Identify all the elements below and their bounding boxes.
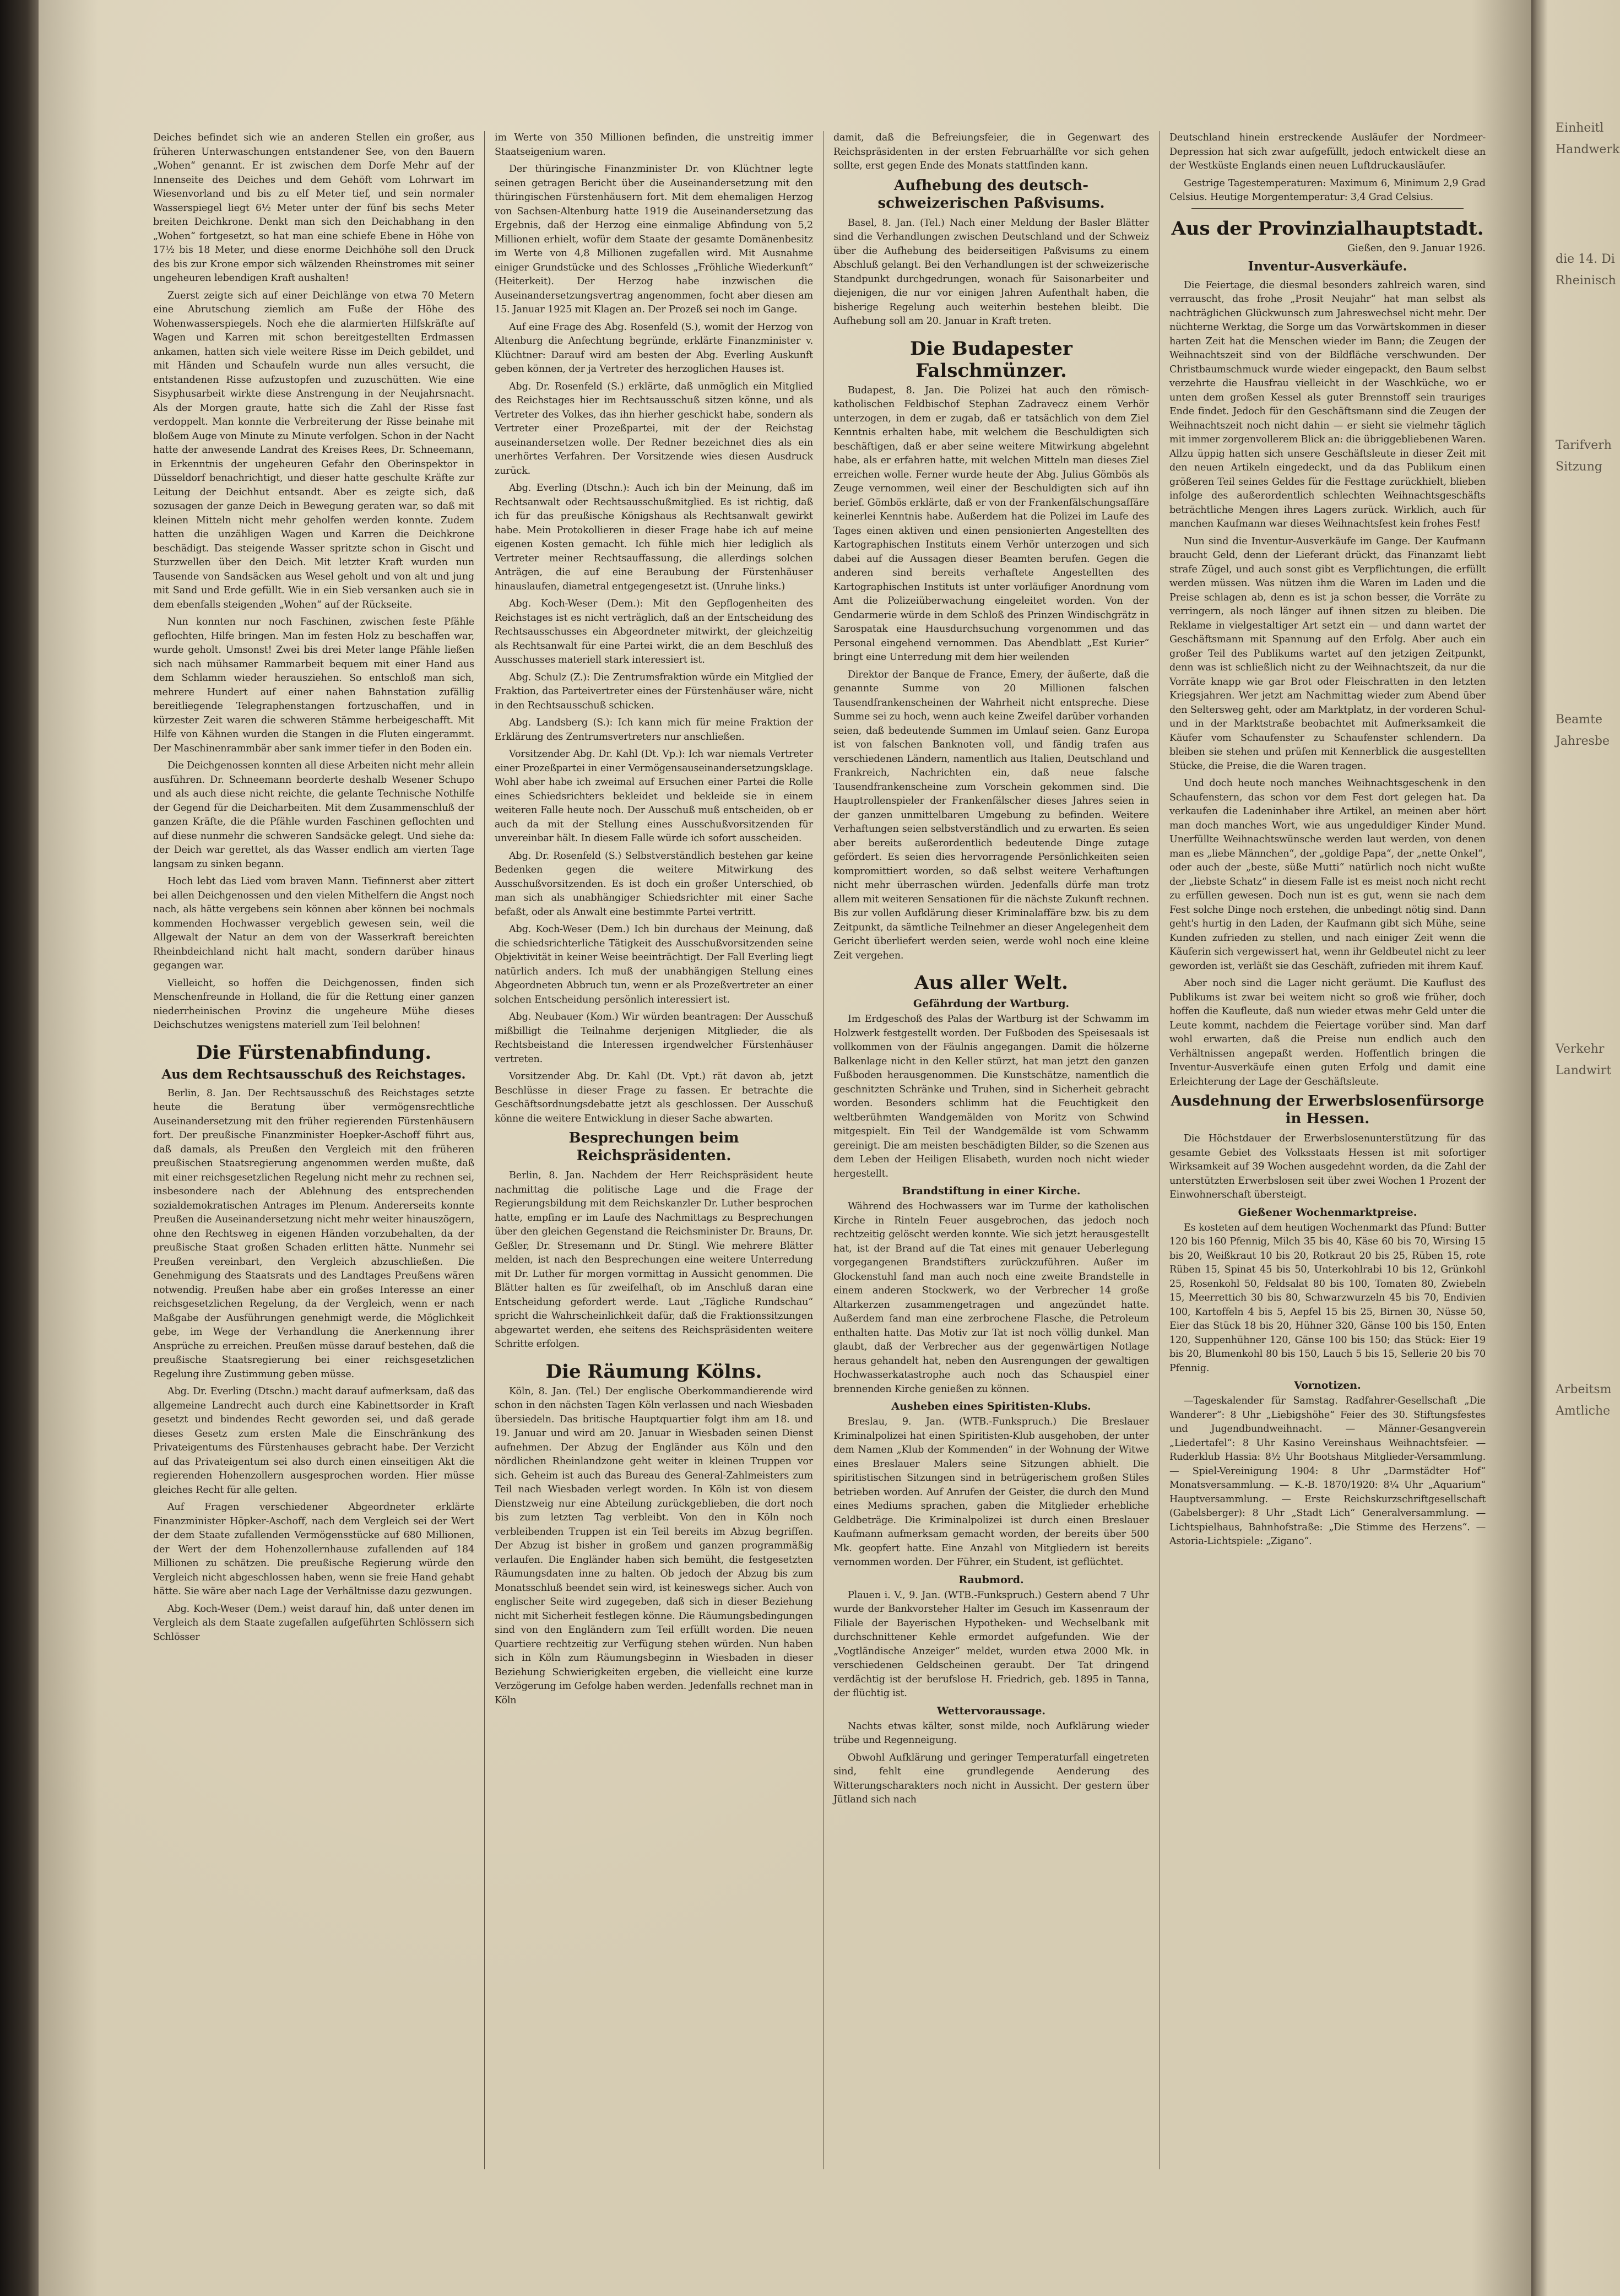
adjacent-page-text: Handwerk xyxy=(1556,143,1620,156)
subheadline-rechtsausschuss: Aus dem Rechtsausschuß des Reichstages. xyxy=(161,1066,466,1082)
article-paragraph: Hoch lebt das Lied vom braven Mann. Tiefinnerst aber zittert bei allen Deichgenossen und den vielen Mithelfern die Angst noch nach, als hätte vergebens sein können aber können bei nochmals kommenden Hochwasser vergeblich gewesen sein, weil die Allgewalt der Natur an dem von der Wasserkraft bereichten Rheinbdeichland nicht halt macht, sondern darüber hinaus gegangen war. xyxy=(153,876,474,971)
article-paragraph: Gestrige Tagestemperaturen: Maximum 6, Minimum 2,9 Grad Celsius. Heutige Morgentemperatur: 3,4 Grad Celsius. xyxy=(1169,177,1486,203)
subheadline-spiritisten: Ausheben eines Spiritisten-Klubs. xyxy=(891,1400,1091,1412)
adjacent-page-text: Beamte xyxy=(1556,713,1603,727)
subheadline-vornotizen: Vornotizen. xyxy=(1294,1379,1361,1391)
article-paragraph: Nun konnten nur noch Faschinen, zwischen feste Pfähle geflochten, Hilfe bringen. Man im festen Holz zu beschaffen war, wurde geholt. Umsonst! Zwei bis drei Meter lange Pfähle ließen sich nach mühsamer Rammarbeit bequem mit einer Hand aus dem Schlamm wieder herausziehen. So entschloß man sich, mehrere Hundert auf einer nahen Bahnstation zufällig bereitliegende Telegraphenstangen fortzuschaffen, und in kürzester Zeit waren die schweren Stämme herbeigeschafft. Mit Hilfe von Kähnen wurden die Stangen in die Fluten eingerammt. Der Maschinenrammbär aber sank immer tiefer in den Boden ein. xyxy=(153,616,474,754)
column-3 xyxy=(823,131,1160,2169)
adjacent-page-text: Landwirt xyxy=(1556,1064,1612,1077)
article-paragraph: Während des Hochwassers war im Turme der katholischen Kirche in Rinteln Feuer ausgebrochen, das jedoch noch rechtzeitig gelöscht werden konnte. Wie sich jetzt herausgestellt hat, ist der Brand auf die Tat eines mit genauer Ueberlegung vorgegangenen Brandstifters zurückzuführen. Außer im Glockenstuhl fand man auch noch eine zweite Brandstelle in einem anderen Stockwerk, wo der Verbrecher 14 große Altarkerzen zusammengetragen und angezündet hatte. Außerdem fand man eine zerbrochene Flasche, die Petroleum enthalten hatte. Das Motiv zur Tat ist noch völlig dunkel. Man glaubt, daß der Verbrecher aus der gegenwärtigen Notlage heraus gehandelt hat, neben den Ausrengungen der gewaltigen Hochwasserkatastrophe auch noch das Schauspiel einer brennenden Kirche genießen zu können. xyxy=(833,1201,1149,1395)
article-paragraph: Direktor der Banque de France, Emery, der äußerte, daß die genannte Summe von 20 Millionen falschen Tausendfrankenscheinen der Wahrheit nicht entspreche. Diese Summe sei zu hoch, wenn auch keine Zweifel darüber vorhanden seien, daß bedeutende Summen im Umlauf seien. Ganz Europa ist von falschen Banknoten voll, und fändig trafen aus verschiedenen Ländern, namentlich aus Italien, Deutschland und Frankreich, Nachrichten ein, daß neue falsche Tausendfrankenscheine zum Vorschein gekommen sind. Die Hauptrollenspieler der Frankenfälscher dieses Jahres seien in der ganzen unmittelbaren Umgebung zu befinden. Weitere Verhaftungen seien selbstverständlich und zu erwarten. Es seien aber bereits außerordentlich bedeutende Dinge zutage gefördert. Es seien dies hervorragende Persönlichkeiten seien kompromittiert worden, so daß selbst weitere Verhaftungen nicht mehr überraschen würden. Jedenfalls dürfe man trotz allem mit weiteren Sensationen für die nächste Zukunft rechnen. Bis zur vollen Aufklärung dieser Kriminalaffäre bzw. bis zu dem Zeitpunkt, da sämtliche Teilnehmer an dieser Angelegenheit dem Gericht überliefert werden seien, werde wohl noch eine kleine Zeit vergehen. xyxy=(833,669,1149,961)
column-4 xyxy=(1160,131,1496,2169)
article-columns xyxy=(143,131,1496,2169)
subheadline-brandstiftung: Brandstiftung in einer Kirche. xyxy=(902,1185,1081,1197)
adjacent-page-text: Sitzung xyxy=(1556,460,1602,474)
adjacent-page-text: Einheitl xyxy=(1556,121,1604,135)
article-paragraph: Vorsitzender Abg. Dr. Kahl (Dt. Vp.): Ich war niemals Vertreter einer Prozeßpartei in einer Vermögensauseinandersetzungsklage. Wohl aber habe ich zweimal auf Ersuchen einer Partei die Rolle eines Schiedsrichters bekleidet und bekleide sie in einem weiteren Falle heute noch. Der Ausschuß muß entscheiden, ob er auch da mit der Stellung eines Ausschußvorsitzenden für unvereinbar hält. In diesem Falle würde ich sofort ausscheiden. xyxy=(495,749,813,844)
article-paragraph: Vielleicht, so hoffen die Deichgenossen, finden sich Menschenfreunde in Holland, die für die Rettung einer ganzen niederrheinischen Provinz die ungeheure Mühe dieses Deichschutzes wenigstens materiell zum Teil belohnen! xyxy=(153,977,474,1031)
article-paragraph: Abg. Koch-Weser (Dem.) weist darauf hin, daß unter denen im Vergleich als dem Staate zugefallen aufgeführten Schlössern sich Schlösser xyxy=(153,1603,474,1643)
subheadline-inventur: Inventur-Ausverkäufe. xyxy=(1248,258,1407,274)
adjacent-page-text: Jahresbe xyxy=(1556,734,1610,748)
article-paragraph: Auf Fragen verschiedener Abgeordneter erklärte Finanzminister Höpker-Aschoff, nach dem Vergleich sei der Wert der dem Staate zufallenden Vermögensstücke auf 680 Millionen, der Wert der dem Hohenzollernhause zufallenden auf 184 Millionen zu schätzen. Die preußische Regierung würde den Vergleich nicht abgeschlossen haben, wenn sie freie Hand gehabt hätte. Sie wäre aber nach Lage der Verhältnisse dazu gezwungen. xyxy=(153,1502,474,1597)
article-paragraph: Abg. Koch-Weser (Dem.): Mit den Gepflogenheiten des Reichstages ist es nicht verträglich, daß an der Entscheidung des Rechtsausschusses ein Abgeordneter mitwirkt, der gleichzeitig als Rechtsanwalt für eine Partei wirkt, die an dem Beschluß des Ausschusses materiell stark interessiert ist. xyxy=(495,598,813,665)
article-paragraph: Die Feiertage, die diesmal besonders zahlreich waren, sind verrauscht, das frohe „Prosit Neujahr“ hat man selbst als nachträglichen Glückwunsch zum Jahreswechsel nicht mehr. Der nüchterne Werktag, die Sorge um das Vorwärtskommen in dieser harten Zeit hat die Menschen wieder im Bann; die Zeugen der Weihnachtszeit sind von der Bildfläche verschwunden. Der Christbaumschmuck wurde wieder eingepackt, den Baum selbst verzehrte die Hausfrau vielleicht in der Waschküche, wo er unten dem großen Kessel als guter Brennstoff sein trauriges Ende findet. Jedoch für den Geschäftsmann sind die Zeugen der Weihnachtszeit noch nicht dahin — er sieht sie vielmehr täglich mit immer zorgenvollerem Blick an: die übriggebliebenen Waren. Allzu üppig hatten sich unsere Geschäftsleute in dieser Zeit mit den neuen Artikeln eingedeckt, und da das Publikum einen größeren Teil seines Geldes für die Festtage zurückhielt, blieben infolge des außerordentlich schlechten Weihnachtsgeschäfts beträchtliche Mengen ihres Lagers zurück. Wirklich, auch für manchen Kaufmann war dieses Weihnachtsfest kein frohes Fest! xyxy=(1169,279,1486,529)
adjacent-page-text: die 14. Di xyxy=(1556,252,1615,266)
article-paragraph: Abg. Dr. Everling (Dtschn.) macht darauf aufmerksam, daß das allgemeine Landrecht auch durch eine Kabinettsorder in Kraft gesetzt und bindendes Recht geworden sei, und daß gerade dieses Gesetz zum ersten Male die Einschränkung des Privateigentums des Fürstenhauses gebracht habe. Der Verzicht auf das Privateigentum sei also durch einen einseitigen Akt die regierenden Hohenzollern ausgesprochen worden. Hier müsse gleiches Recht für alle gelten. xyxy=(153,1386,474,1496)
article-paragraph: Obwohl Aufklärung und geringer Temperaturfall eingetreten sind, fehlt eine grundlegende Aenderung des Witterungscharakters noch nicht in Aussicht. Der gestern über Jütland sich nach xyxy=(833,1752,1149,1805)
headline-passvisum: Aufhebung des deutsch-schweizerischen Paßvisums. xyxy=(877,177,1105,212)
book-binding-shadow xyxy=(0,0,39,2296)
newspaper-page xyxy=(39,0,1531,2296)
article-paragraph: —Tageskalender für Samstag. Radfahrer-Gesellschaft „Die Wanderer“: 8 Uhr „Liebigshöhe“ Feier des 30. Stiftungsfestes und Jugendbundweihnacht. — Männer-Gesangverein „Liedertafel“: 8 Uhr Kasino Vereinshaus Weihnachtsfeier. — Ruderklub Hassia: 8½ Uhr Bootshaus Mitglieder-Versammlung. — Spiel-Vereinigung 1904: 8 Uhr „Darmstädter Hof“ Monatsversammlung. — K.-B. 1870/1920: 8¼ Uhr „Aquarium“ Hauptversammlung. — Erste Reichskurzschriftgesellschaft (Gabelsberger): 8 Uhr „Stadt Lich“ Generalversammlung. — Lichtspielhaus, Bahnhofstraße: „Die Stimme des Herzens“. — Astoria-Lichtspiele: „Zigano“. xyxy=(1169,1395,1486,1547)
headline-falschmuenzer: Die Budapester Falschmünzer. xyxy=(910,337,1072,382)
article-paragraph: Abg. Landsberg (S.): Ich kann mich für meine Fraktion der Erklärung des Zentrumsvertreters nur anschließen. xyxy=(495,717,813,743)
article-paragraph: Deiches befindet sich wie an anderen Stellen ein großer, aus früheren Unterwaschungen entstandener See, von den Bauern „Wohen“ genannt. Er ist zwischen dem Dorfe Mehr auf der Innenseite des Deiches und dem Gehöft vom Lohrwart im Wiesenvorland und bis zu elf Meter tief, und sein normaler Wasserspiegel liegt 6½ Meter unter der fünf bis sechs Meter breiten Deichkrone. Denkt man sich den Deichabhang in den „Wohen“ fortgesetzt, so hat man eine schiefe Ebene in Höhe von 17½ bis 18 Meter, und diese enorme Deichhöhe soll den Druck des bis zur Krone empor sich wälzenden Rheinstromes mit seiner ungeheuren lebendigen Kraft aushalten! xyxy=(153,132,474,284)
article-paragraph: Nachts etwas kälter, sonst milde, noch Aufklärung wieder trübe und Regenneigung. xyxy=(833,1720,1149,1746)
article-paragraph: Und doch heute noch manches Weihnachtsgeschenk in den Schaufenstern, das schon vor dem Fest dort gelegen hat. Da verkaufen die Ladeninhaber ihre Artikel, an meinen aber hört man doch manches Wort, wie aus ungeduldiger Kinder Mund. Unerfüllte Weihnachtswünsche werden laut werden, von denen man es „liebe Männchen“, der „goldige Papa“, der „nette Onkel“, oder auch der „beste, süße Mutti“ natürlich noch nicht wußte der „liebste Schatz“ in diesem Falle ist es meist noch nicht recht zu erfüllen gewesen. Doch nun ist es gut, wenn sie nach dem Fest solche Dinge noch erstehen, die unbedingt nötig sind. Dann geht's hurtig in den Laden, der Kaufmann gibt sich Mühe, seine Kunden zufrieden zu stellen, und nach einiger Zeit wenn die Käuferin sich vergewissert hat, wenn ihr Geldbeutel nicht zu leer geworden ist, verläßt sie das Geschäft, zufrieden mit ihrem Kauf. xyxy=(1169,778,1486,972)
article-paragraph: Budapest, 8. Jan. Die Polizei hat auch den römisch-katholischen Feldbischof Stephan Zadravecz einem Verhör unterzogen, in dem er zugab, daß er tatsächlich von dem Ziel Kenntnis erhalten habe, mit welchem die Beschuldigten sich beschäftigen, daß er aber seine weitere Mitwirkung abgelehnt habe, als er erfahren hatte, mit welchen Mitteln man dieses Ziel erreichen wolle. Ferner wurde heute der Abg. Julius Gömbös als Zeuge vernommen, weil einer der Beschuldigten sich auf ihn berief. Gömbös erklärte, daß er von der Frankenfälschungsaffäre keinerlei Kenntnis habe. Außerdem hat die Polizei im Laufe des Tages einen aktiven und einen pensionierten Angestellten des Kartographischen Instituts einem Verhör unterzogen und sich dabei auf die Aussagen dieser Beamten berufen. Gegen die anderen sind bereits verhaftete Angestellten des Kartographischen Instituts ist unter vorläufiger Anordnung vom Amt die Polizeiüberwachung eingeleitet worden. Von der Gendarmerie würde in dem Schloß des Prinzen Windischgrätz in Sarospatak eine Hausdurchsuchung vorgenommen und das Personal eingehend vernommen. Das Abendblatt „Est Kurier“ bringt eine Unterredung mit dem hier weilenden xyxy=(833,385,1149,663)
headline-aus-aller-welt: Aus aller Welt. xyxy=(914,972,1068,994)
article-paragraph: Vorsitzender Abg. Dr. Kahl (Dt. Vpt.) rät davon ab, jetzt Beschlüsse in dieser Frage zu fassen. Er betrachte die Geschäftsordnungsdebatte jetzt als geschlossen. Der Ausschuß könne die weitere Entwicklung in dieser Sache abwarten. xyxy=(495,1071,813,1124)
article-paragraph: Plauen i. V., 9. Jan. (WTB.-Funkspruch.) Gestern abend 7 Uhr wurde der Bankvorsteher Halter im Gesuch im Kassenraum der Filiale der Bayerischen Hypotheken- und Wechselbank mit durchschnittener Kehle ermordet aufgefunden. Wie der „Vogtländische Anzeiger“ meldet, wurden etwa 2000 Mk. in verschiedenen Geldscheinen geraubt. Der Tat dringend verdächtig ist der berufslose H. Friedrich, geb. 1895 in Tanna, der flüchtig ist. xyxy=(833,1589,1149,1699)
subheadline-raubmord: Raubmord. xyxy=(958,1573,1024,1586)
column-2 xyxy=(485,131,823,2169)
column-1 xyxy=(143,131,485,2169)
article-paragraph: Breslau, 9. Jan. (WTB.-Funkspruch.) Die Breslauer Kriminalpolizei hat einen Spiritisten-Klub ausgehoben, der unter dem Namen „Klub der Kommenden“ in der Wohnung der Witwe eines Breslauer Malers seine Sitzungen abhielt. Die spiritistischen Sitzungen sind in betrügerischem großen Stiles betrieben worden. Auf Anrufen der Geister, die durch den Mund eines Mediums sprachen, gaben die Mitglieder erhebliche Geldbeträge. Die Kriminalpolizei ist durch einen Breslauer Kaufmann aufmerksam gemacht worden, der bereits über 500 Mk. geopfert hatte. Eine Anzahl von Mitgliedern ist bereits vernommen worden. Der Führer, ein Student, ist geflüchtet. xyxy=(833,1416,1149,1568)
subheadline-wochenmarktpreise: Gießener Wochenmarktpreise. xyxy=(1238,1206,1417,1219)
adjacent-page-text: Rheinisch xyxy=(1556,274,1616,288)
section-divider xyxy=(1191,208,1464,209)
article-paragraph: Der thüringische Finanzminister Dr. von Klüchtner legte seinen getragen Bericht über die Auseinandersetzung mit den thüringischen Fürstenhäusern fort. Mit dem ehemaligen Herzog von Sachsen-Altenburg hatte 1919 die Auseinandersetzung das Ergebnis, daß der Herzog eine einmalige Abfindung von 5,2 Millionen erhielt, wofür dem Staate der gesamte Domänenbesitz im Werte von 4,8 Millionen zugefallen wird. Mit Ausnahme einiger Grundstücke und des Schlosses „Fröhliche Wiederkunft“ (Heiterkeit). Der Herzog habe inzwischen die Auseinandersetzungsvertrag angenommen, focht aber diesen am 15. Januar 1925 mit Klagen an. Der Prozeß sei noch im Gange. xyxy=(495,164,813,315)
article-paragraph: Die Höchstdauer der Erwerbslosenunterstützung für das gesamte Gebiet des Volksstaats Hessen ist mit sofortiger Wirksamkeit auf 39 Wochen ausgedehnt worden, da die Zahl der unterstützten Erwerbslosen seit über zwei Wochen 1 Prozent der Einwohnerschaft übersteigt. xyxy=(1169,1133,1486,1200)
article-paragraph: Abg. Koch-Weser (Dem.) Ich bin durchaus der Meinung, daß die schiedsrichterliche Tätigkeit des Ausschußvorsitzenden seine Objektivität in keiner Weise beeinträchtigt. Der Fall Everling liegt natürlich anders. Ich muß der unabhängigen Stellung eines Abgeordneten Abbruch tun, wenn er als Prozeßvertreter an einer solchen Entscheidung persönlich interessiert ist. xyxy=(495,924,813,1005)
adjacent-page-text: Verkehr xyxy=(1556,1042,1605,1056)
article-paragraph: Im Erdgeschoß des Palas der Wartburg ist der Schwamm im Holzwerk festgestellt worden. Der Fußboden des Speisesaals ist vollkommen von der Fäulnis angegangen. Damit die hölzerne Balkenlage nicht in den Keller stürzt, hat man jetzt den ganzen Fußboden herausgenommen. Die Kunstschätze, namentlich die geschnitzten Schränke und Truhen, sind in Sicherheit gebracht worden. Besonders schlimm hat die Feuchtigkeit den weltberühmten Wandgemälden von Moritz von Schwind mitgespielt. Ein Teil der Wandgemälde ist vom Schwamm gereinigt. Die am meisten beschädigten Bilder, so die Szenen aus dem Leben der Heiligen Elisabeth, wurden noch nicht wieder hergestellt. xyxy=(833,1014,1149,1179)
adjacent-page-text: Arbeitsm xyxy=(1556,1383,1612,1396)
article-paragraph: Abg. Dr. Rosenfeld (S.) erklärte, daß unmöglich ein Mitglied des Reichstages hier im Rechtsausschuß sitzen könne, und als Vertreter des Volkes, das ihn hierher geschickt habe, sondern als Vertreter einer Prozeßpartei, mit der der Reichstag auseinandersetzen wolle. Der Redner bezeichnet dies als ein unerhörtes Verfahren. Der Vorsitzende wies diesen Ausdruck zurück. xyxy=(495,381,813,476)
adjacent-page-text: Amtliche xyxy=(1556,1404,1611,1418)
article-paragraph: Berlin, 8. Jan. Der Rechtsausschuß des Reichstages setzte heute die Beratung über vermögensrechtliche Auseinandersetzung mit den früher regierenden Fürstenhäusern fort. Der preußische Finanzminister Hoepker-Aschoff führt aus, daß damals, als Preußen den Vergleich mit den früheren preußischen Staatsregierung angenommen werden mußte, daß mit einer reichsgesetzlichen Regelung nicht mehr zu rechnen sei, insbesondere nach der Ablehnung des entsprechenden sozialdemokratischen Antrages im Plenum. Andererseits konnte Preußen die Auseinandersetzung nicht mehr weiter hinauszögern, ohne den Rechtsweg in eigenen Händen vorzubehalten, da der preußische Staat großen Schaden erlitten hätte. Nunmehr sei Preußen vereinbart, den Vergleich abzuschließen. Die Genehmigung des Staatsrats und des Landtages Preußens wären notwendig. Preußen habe aber ein großes Interesse an einer reichsgesetzlichen Regelung, da der Vergleich, wenn er nach Maßgabe der Ausführungen genehmigt werde, die Möglichkeit gebe, im Wege der Verhandlung die Anerkennung ihrer Ansprüche zu erreichen. Preußen müsse darauf bestehen, daß die preußische Staatsregierung bei einer reichsgesetzlichen Regelung ihre Zustimmung geben müsse. xyxy=(153,1087,474,1380)
article-paragraph: Berlin, 8. Jan. Nachdem der Herr Reichspräsident heute nachmittag die politische Lage und die Frage der Regierungsbildung mit dem Reichskanzler Dr. Luther besprochen hatte, empfing er im Laufe des Nachmittags zu Besprechungen über den gleichen Gegenstand die Reichsminister Dr. Brauns, Dr. Geßler, Dr. Stresemann und Dr. Stingl. Wie mehrere Blätter melden, ist nach den Besprechungen eine weitere Unterredung mit Dr. Luther für morgen vormittag in Aussicht genommen. Die Blätter halten es für zweifelhaft, ob im Anschluß daran eine Entscheidung gefordert werde. Laut „Tägliche Rundschau“ spricht die Wahrscheinlichkeit dafür, daß die Fraktionssitzungen abgewartet werden, ehe seitens des Reichspräsidenten weitere Schritte erfolgen. xyxy=(495,1170,813,1350)
article-paragraph: Abg. Neubauer (Kom.) Wir würden beantragen: Der Ausschuß mißbilligt die Teilnahme derjenigen Mitglieder, die als Rechtsbeistand die Interessen irgendwelcher Fürstenhäuser vertreten. xyxy=(495,1011,813,1065)
article-paragraph: Abg. Everling (Dtschn.): Auch ich bin der Meinung, daß im Rechtsanwalt oder Rechtsausschußmitglied. Es ist richtig, daß ich für das preußische Königshaus als Rechtsanwalt gewirkt habe. Mein Protokollieren in dieser Frage habe ich auf meine eigenen Kosten gemacht. Ich fühle mich hier lediglich als Vertreter meiner Rechtsauffassung, die allerdings solchen Anträgen, die auf eine Beraubung der Fürstenhäuser hinauslaufen, diametral entgegengesetzt ist. (Unruhe links.) xyxy=(495,483,813,592)
dateline: Gießen, den 9. Januar 1926. xyxy=(1347,242,1486,254)
article-paragraph: Abg. Schulz (Z.): Die Zentrumsfraktion würde ein Mitglied der Fraktion, das Parteivertreter eines der Fürstenhäuser wäre, nicht in den Rechtsausschuß schicken. xyxy=(495,672,813,711)
adjacent-page-edge xyxy=(1531,0,1620,2296)
article-paragraph: Auf eine Frage des Abg. Rosenfeld (S.), womit der Herzog von Altenburg die Anfechtung begründe, erklärte Finanzminister v. Klüchtner: Darauf wird am besten der Abg. Everling Auskunft geben können, der ja Vertreter des herzoglichen Hauses ist. xyxy=(495,321,813,375)
article-paragraph: Köln, 8. Jan. (Tel.) Der englische Oberkommandierende wird schon in den nächsten Tagen Köln verlassen und nach Wiesbaden übersiedeln. Das britische Hauptquartier folgt ihm am 18. und 19. Januar und wird am 20. Januar in Wiesbaden seinen Dienst aufnehmen. Der Abzug der Engländer aus Köln und den nördlichen Rheinlandzone geht weiter in kleinen Truppen vor sich. Geheim ist auch das Bureau des General-Zahlmeisters zum Teil nach Wiesbaden verlegt worden. In Köln ist von diesem Dienstzweig nur eine Abteilung zurückgeblieben, die dort noch bis zum letzten Tag verbleibt. Von den in Köln noch verbleibenden Truppen ist ein Teil bereits im Abzug begriffen. Der Abzug ist bisher in großem und ganzen programmäßig verlaufen. Die Engländer haben sich bemüht, die festgesetzten Räumungsdaten inne zu halten. Ob jedoch der Abzug bis zum Monatsschluß beendet sein wird, ist keineswegs sicher. Auch von englischer Seite wird zugegeben, daß sich in dieser Beziehung nicht mit Sicherheit festlegen könne. Die Räumungsbedingungen sind von den Engländern zum Teil erfüllt worden. Die neuen Quartiere rechtzeitig zur Verfügung stehen würden. Nun haben sich in Köln zum Räumungsbeginn in Wiesbaden in dieser Beziehung Schwierigkeiten ergeben, die vielleicht eine kurze Verzögerung im Gefolge haben werden. Jedenfalls rechnet man in Köln xyxy=(495,1385,813,1706)
headline-reichspraesident: Besprechungen beim Reichspräsidenten. xyxy=(568,1130,739,1164)
article-paragraph: Nun sind die Inventur-Ausverkäufe im Gange. Der Kaufmann braucht Geld, denn der Lieferant drückt, das Finanzamt liebt strafe Zügel, und auch sonst gibt es Verpflichtungen, die erfüllt werden müssen. Was nützen ihm die Waren im Laden und die Preise schlagen ab, denn es ist ja schon besser, die Vorräte zu verringern, als noch länger auf ihnen sitzen zu bleiben. Die Reklame in vielgestaltiger Art setzt ein — und dann wartet der Geschäftsmann mit Spannung auf den Erfolg. Aber auch ein großer Teil des Publikums wartet auf den jetzigen Zeitpunkt, denn was ist schließlich nicht zu der Weihnachtszeit, da nur die Vorräte knapp wie gar Brot oder Fleischratten in den letzten Kriegsjahren. Wer jetzt am Nachmittag wieder zum Abend über den Seltersweg geht, oder am Marktplatz, in der vorderen Schul- und in der Marktstraße beobachtet mit Aufmerksamkeit die Käufer vom Schaufenster zu Schaufenster schlendern. Da bleiben sie stehen und prüfen mit Kennerblick die ausgestellten Stücke, die Preise, die die Waren tragen. xyxy=(1169,535,1486,772)
subheadline-wettervoraussage: Wettervoraussage. xyxy=(936,1704,1046,1717)
article-paragraph: Aber noch sind die Lager nicht geräumt. Die Kauflust des Publikums ist zwar bei weitem nicht so groß wie früher, doch hoffen die Kaufleute, daß nun wieder etwas mehr Geld unter die Leute kommt, nachdem die Feiertage vorüber sind. Man darf wohl erwarten, daß die Preise nun endlich auch den Verhältnissen angepaßt werden. Hoffentlich bringen die Inventur-Ausverkäufe einen guten Erfolg und damit eine Erleichterung der Lage der Geschäftsleute. xyxy=(1169,978,1486,1087)
article-paragraph: damit, daß die Befreiungsfeier, die in Gegenwart des Reichspräsidenten in der ersten Februarhälfte vor sich gehen sollte, erst gegen Ende des Monats stattfinden kann. xyxy=(833,132,1149,171)
article-paragraph: Basel, 8. Jan. (Tel.) Nach einer Meldung der Basler Blätter sind die Verhandlungen zwischen Deutschland und der Schweiz über die Aufhebung des beiderseitigen Paßvisums zu einem Abschluß gelangt. Bei den Verhandlungen ist der schweizerische Standpunkt durchgedrungen, wonach für Saisonarbeiter und diejenigen, die nur vor einigen Jahren Aufenthalt haben, die bisherige Regelung auch weiterhin bestehen bleibt. Die Aufhebung soll am 20. Januar in Kraft treten. xyxy=(833,217,1149,327)
article-paragraph: Es kosteten auf dem heutigen Wochenmarkt das Pfund: Butter 120 bis 160 Pfennig, Milch 35 bis 40, Käse 60 bis 70, Wirsing 15 bis 20, Weißkraut 10 bis 20, Rotkraut 20 bis 25, Rüben 15, rote Rüben 15, Spinat 45 bis 50, Unterkohlrabi 10 bis 12, Grünkohl 25, Rosenkohl 50, Feldsalat 80 bis 100, Tomaten 80, Zwiebeln 15, Meerrettich 30 bis 80, Schwarzwurzeln 45 bis 70, Endivien 100, Kartoffeln 4 bis 5, Aepfel 15 bis 25, Birnen 30, Nüsse 50, Eier das Stück 18 bis 20, Hühner 320, Gänse 100 bis 150, Enten 120, Suppenhühner 120, Gänse 100 bis 150; das Stück: Eier 19 bis 20, Blumenkohl 80 bis 150, Lauch 5 bis 15, Sellerie 20 bis 70 Pfennig. xyxy=(1169,1222,1486,1374)
headline-fuerstenabfindung: Die Fürstenabfindung. xyxy=(196,1041,432,1064)
headline-raeumung-koelns: Die Räumung Kölns. xyxy=(545,1360,762,1383)
subheadline-wartburg: Gefährdung der Wartburg. xyxy=(913,998,1070,1010)
article-paragraph: Deutschland hinein erstreckende Ausläufer der Nordmeer-Depression hat sich zwar aufgefüllt, jedoch entwickelt diese an der Westküste Englands einen neuen Luftdruckausläufer. xyxy=(1169,132,1486,171)
headline-provinzialhauptstadt: Aus der Provinzialhauptstadt. xyxy=(1171,217,1484,240)
headline-erwerbslosenfuersorge: Ausdehnung der Erwerbslosenfürsorge in Hessen. xyxy=(1171,1093,1484,1127)
adjacent-page-text: Tarifverh xyxy=(1556,438,1612,452)
article-paragraph: Die Deichgenossen konnten all diese Arbeiten nicht mehr allein ausführen. Dr. Schneemann beorderte deshalb Wesener Schupo und als auch diese nicht reichte, die gelante Technische Nothilfe der Gegend für die Deicharbeiten. Mit dem Zusammenschluß der ganzen Kräfte, die die Pfähle wurden Faschinen geflochten und auf diese nunmehr die schweren Sandsäcke gelegt. Und siehe da: der Deich war gerettet, als das Wasser endlich am vierten Tage langsam zu sinken begann. xyxy=(153,760,474,870)
article-paragraph: Zuerst zeigte sich auf einer Deichlänge von etwa 70 Metern eine Abrutschung ziemlich am Fuße der Höhe des Wohenwasserspiegels. Noch ehe die alarmierten Hilfskräfte auf Wagen und Karren mit schon bereitgestellten Erdmassen ankamen, hatten sich viele weitere Risse im Deich gebildet, und mit Händen und Schaufeln wurde nun alles versucht, die entstandenen Risse aufzustopfen und zuzuschütten. Wie eine Sisyphusarbeit wirkte diese Anstrengung in der Neujahrsnacht. Als der Morgen graute, hatte sich die Zahl der Risse fast verdoppelt. Man konnte die Verbreiterung der Risse beinahe mit bloßem Auge von Minute zu Minute verfolgen. Schon in der Nacht hatte der anwesende Landrat des Kreises Rees, Dr. Schneemann, in Erkenntnis der ungeheuren Gefahr den Oberinspektor in Düsseldorf benachrichtigt, und dieser hatte geschulte Kräfte zur Leitung der Deichhut entsandt. Aber es zeigte sich, daß sozusagen der ganze Deich in Bewegung geraten war, so daß mit kleinen Mitteln nicht mehr geholfen werden konnte. Zudem hatten die unzähligen Wagen und Karren die Deichkrone beschädigt. Das steigende Wasser spritzte schon in Gischt und Sturzwellen über den Deich. Mit letzter Kraft wurden nun Tausende von Sandsäcken aus Wesel geholt und von alt und jung mit Sand und Erde gefüllt. Wie in ein Sieb versanken auch sie in dem ebenfalls steigenden „Wohen“ auf der Rückseite. xyxy=(153,290,474,610)
article-paragraph: Abg. Dr. Rosenfeld (S.) Selbstverständlich bestehen gar keine Bedenken gegen die weitere Mitwirkung des Ausschußvorsitzenden. Es ist doch ein großer Unterschied, ob man sich als unabhängiger Schiedsrichter mit einer Sache befaßt, oder als Anwalt eine bestimmte Partei vertritt. xyxy=(495,850,813,918)
article-paragraph: im Werte von 350 Millionen befinden, die unstreitig immer Staatseigenium waren. xyxy=(495,132,813,158)
